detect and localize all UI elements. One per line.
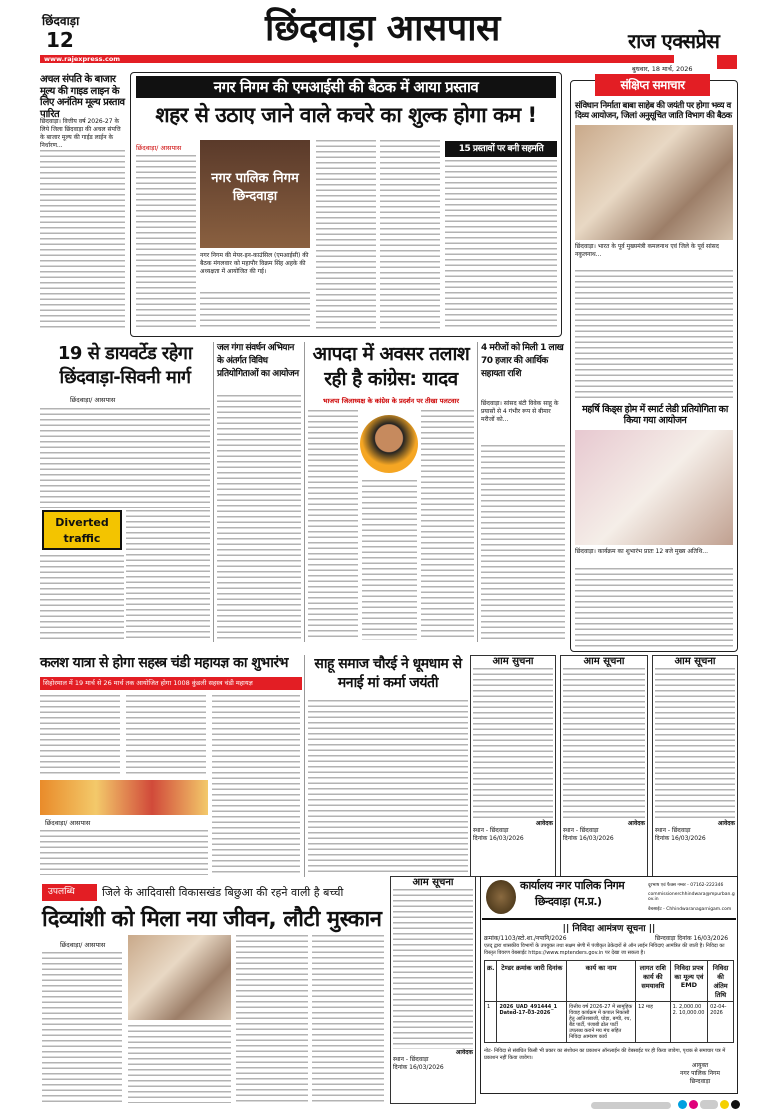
row4-text2 [128, 1025, 231, 1103]
left-brief-lead: छिंदवाड़ा। वित्तीय वर्ष 2026-27 के लिये जिला छिंदवाड़ा की अचल संपत्ति के बाजार मूल्य की गाईड लाईन के निर्धारण... [40, 118, 121, 149]
divert-text [40, 408, 210, 508]
tender-title: || निविदा आमंत्रण सूचना || [562, 924, 656, 934]
row4-kicker: जिले के आदिवासी विकासखंड बिछुआ की रहने वाली है बच्ची [102, 886, 344, 899]
aid-text [481, 445, 565, 640]
aid-headline: 4 मरीजों को मिली 1 लाख 70 हजार की आर्थिक सहायता राशि [481, 343, 564, 379]
achievement-tag: उपलब्धि [42, 884, 97, 901]
notice-date: दिनांक 16/03/2026 [655, 834, 706, 842]
tender-city: छिन्दवाड़ा (म.प्र.) [535, 895, 602, 908]
color-registration-marks [560, 1094, 740, 1104]
right-story2-lead: छिंदवाड़ा। कार्यक्रम का शुभारंभ प्रातः 12 बजे मुख्य अतिथि... [575, 548, 709, 555]
red-band [40, 55, 674, 63]
sign-line: छिन्दवाड़ा [689, 1078, 711, 1085]
tender-ref-date: छिन्दवाड़ा दिनांक 16/03/2026 [655, 935, 729, 942]
lead-subhead: 15 प्रस्तावों पर बनी सहमति [445, 141, 557, 157]
divider [304, 342, 305, 642]
notice-text [393, 889, 473, 1049]
kalash-text4 [40, 830, 208, 875]
divert-dateline: छिंदवाड़ा/ आसपास [70, 396, 116, 404]
divert-headline: 19 से डायवर्टेड रहेगा छिंदवाड़ा-सिवनी मार्ग [57, 343, 193, 388]
tender-table-row [485, 1002, 734, 1043]
lead-col2 [200, 292, 310, 330]
aapda-subhead: भाजपा जिलाध्यक्ष के कांग्रेस के प्रदर्शन पर तीखा पलटवार [323, 397, 459, 405]
notice-signature: आवेदक [627, 819, 645, 827]
kalash-subhead: सिहोरमाल में 19 मार्च से 26 मार्च तक आयोजित होगा 1008 कुंडली सहस्त्र चंडी महायज्ञ [40, 677, 302, 690]
tender-table [484, 960, 734, 1043]
cell: 12 माह [636, 1002, 671, 1043]
notice-text [473, 668, 553, 820]
row4-text3 [236, 935, 308, 1103]
lead-col5 [445, 160, 557, 330]
tender-email: commissionerchhindwara@mpurban.gov.in [648, 892, 735, 902]
notice-date: दिनांक 16/03/2026 [473, 834, 524, 842]
tender-signature [680, 1062, 720, 1086]
cell: 1 [485, 1002, 497, 1043]
date: बुधवार, 18 मार्च, 2026 [632, 65, 693, 73]
notice-title: आम सूचना [674, 656, 716, 667]
kalash-text1 [40, 695, 120, 775]
aapda-headline: आपदा में अवसर तलाश रही है कांग्रेस: यादव [312, 343, 470, 390]
sign-text: Diverted traffic [55, 516, 109, 545]
sign-line: आयुक्त [691, 1062, 709, 1069]
tender-phone: दूरभाष एवं फैक्स नम्बर - 07162-222346 [648, 883, 724, 888]
tender-intro: एतद् द्वारा शासकीय विभागों के उपयुक्त तथा सक्षम श्रेणी में पंजीकृत ठेकेदारों से ऑन लाईन निविदाएं आमंत्रित की जाती है। निविदा का विस्तृत विवरण वेबसाईट https://www.mptenders.gov.in पर देखा जा सकता है। [484, 943, 725, 956]
aapda-text2 [362, 480, 417, 640]
lead-headline: शहर से उठाए जाने वाले कचरे का शुल्क होगा कम ! [155, 103, 537, 127]
lead-col3 [316, 140, 376, 330]
notice-signature: आवेदक [535, 819, 553, 827]
sahu-text [308, 700, 468, 875]
right-story2-headline: महर्षि किड्स होम में स्मार्ट लेडी प्रतियोगिता का किया गया आयोजन [582, 404, 728, 426]
kalash-photo [40, 780, 208, 815]
lead-col1 [136, 155, 196, 330]
tender-office: कार्यालय नगर पालिक निगम [520, 879, 625, 892]
sahu-headline: साहू समाज चौरई ने धूमधाम से मनाई मां कर्मा जयंती [314, 656, 462, 691]
lead-dateline: छिंदवाड़ा/ आसपास [136, 144, 182, 152]
right-story2-text [575, 568, 733, 648]
col-header: लागत राशि कार्य की समयावधि [636, 961, 671, 1002]
left-brief-text [40, 150, 125, 328]
cell: 1. 2,000.00 2. 10,000.00 [670, 1002, 707, 1043]
notice-place: स्थान - छिंदवाड़ा [473, 827, 509, 834]
brief-news-title: संक्षिप्त समाचार [595, 74, 710, 96]
notice-text [563, 668, 645, 820]
lead-kicker: नगर निगम की एमआईसी की बैठक में आया प्रस्ताव [136, 76, 556, 98]
right-story1-text [575, 270, 733, 402]
tender-website: वेबसाईट - Chhindwaranagarnigam.com [648, 907, 732, 912]
col-header: निविदा की अंतिम तिथि [708, 961, 734, 1002]
divider [482, 918, 736, 920]
notice-date: दिनांक 16/03/2026 [563, 834, 614, 842]
aapda-text1 [308, 410, 358, 640]
lead-photo [200, 140, 310, 248]
left-brief-headline: अचल संपति के बाजार मूल्य की गाइड लाइन के लिए अनंतिम मूल्य प्रस्ताव पारित [40, 74, 125, 120]
website: www.rajexpress.com [44, 55, 121, 63]
public-notice-2 [560, 655, 648, 877]
lead-lead: नगर निगम की मेयर-इन-काउंसिल (एमआईसी) की बैठक मंगलवार को महापौर विक्रम सिंह अहके की अध्यक्षता में आयोजित की गई। [200, 252, 309, 275]
sign-line: नगर पालिक निगम [680, 1070, 721, 1077]
section-title: छिंदवाड़ा आसपास [265, 8, 500, 49]
row4-text4 [312, 935, 384, 1103]
tender-note: नोट- निविदा से संबंधित किसी भी प्रकार का संशोधन का प्रकाशन ऑनलाईन की वेबसाईट पर ही किया जावेगा, पृथक से समाचार पत्र में प्रकाशन नहीं किया जावेगा। [484, 1048, 726, 1061]
diverted-traffic-sign [42, 510, 122, 550]
tender-ref: क्रमांक/1103/स्टो.शा./नपानि/2026 [484, 935, 567, 942]
notice-title: आम सुचना [492, 656, 534, 667]
public-notice-1 [470, 655, 556, 877]
red-marker [717, 55, 737, 69]
kalash-headline: कलश यात्रा से होगा सहस्त्र चंडी महायज्ञ का शुभारंभ [40, 655, 288, 671]
public-notice-4 [390, 876, 476, 1104]
col-header: निविदा प्रपत्र का मूल्य एवं EMD [670, 961, 707, 1002]
right-story1-lead: छिंदवाड़ा। भारत के पूर्व मुख्यमंत्री कमलनाथ एवं जिले के पूर्व सांसद नकुलनाथ... [575, 243, 719, 258]
notice-place: स्थान - छिंदवाड़ा [393, 1056, 429, 1063]
cell: 02-04-2026 [708, 1002, 734, 1043]
jal-text [217, 395, 301, 640]
public-notice-3 [652, 655, 738, 877]
divider [477, 342, 478, 642]
paper-logo: राज एक्सप्रेस [628, 29, 720, 53]
right-story1-headline: संविधान निर्माता बाबा साहेब की जयंती पर होगा भव्य व दिव्य आयोजन, जिलां अनुसूचित जाति विभाग की बैठक [575, 101, 732, 121]
right-story1-photo [575, 125, 733, 240]
kalash-text3 [212, 695, 300, 875]
cell: 2026_UAD_491444_1 Dated-17-03-2026 [497, 1002, 567, 1043]
tender-table-header [485, 961, 734, 1002]
right-story2-photo [575, 430, 733, 545]
notice-signature: आवेदक [455, 1048, 473, 1056]
col-header: टेण्डर क्रमांक जारी दिनांक [497, 961, 567, 1002]
col-header: कार्य का नाम [567, 961, 636, 1002]
divert-text3 [40, 555, 124, 640]
divider [304, 655, 305, 877]
notice-text [655, 668, 735, 820]
divert-text2 [126, 510, 210, 640]
page-number: 12 [46, 28, 74, 52]
col-header: क्र. [485, 961, 497, 1002]
kalash-dateline: छिंदवाड़ा/ आसपास [45, 819, 91, 827]
jal-headline: जल गंगा संवर्धन अभियान के अंतर्गत विविध प्रतियोगिताओं का आयोजन [217, 343, 299, 379]
photo-sign: नगर पालिक निगम छिन्दवाड़ा [211, 171, 299, 204]
notice-title: आम सूचना [583, 656, 625, 667]
row4-photo [128, 935, 231, 1020]
kalash-text2 [126, 695, 206, 775]
row4-dateline: छिंदवाड़ा/ आसपास [60, 941, 106, 949]
aapda-text3 [421, 410, 474, 640]
divider [213, 342, 214, 642]
nigam-emblem-icon [486, 880, 516, 914]
notice-date: दिनांक 16/03/2026 [393, 1063, 444, 1071]
notice-place: स्थान - छिंदवाड़ा [655, 827, 691, 834]
lead-col4 [380, 140, 440, 330]
notice-signature: आवेदक [717, 819, 735, 827]
row4-headline: दिव्यांशी को मिला नया जीवन, लौटी मुस्कान [42, 907, 382, 932]
notice-title: आम सूचना [412, 877, 454, 888]
notice-place: स्थान - छिंदवाड़ा [563, 827, 599, 834]
leader-portrait [360, 415, 418, 473]
cell: वित्तीय वर्ष 2026-27 में सामूहिक विवाह कार्यक्रम में कपाल निकासी हेतु आतिशबाजी, घोड़ा, बग्घी, रथ, बैंड पार्टी, पंजाबी ढोल पार्टी उपलब्ध कराने मय मंच सहित निविदा आमंत्रण कार्य [567, 1002, 636, 1043]
row4-text1 [42, 952, 122, 1102]
aid-lead: छिंदवाड़ा। सांसद बंटी विवेक साहू के प्रयासों से 4 गंभीर रूप से बीमार मरीजों को... [481, 400, 559, 423]
page-city: छिंदवाड़ा [42, 14, 80, 28]
